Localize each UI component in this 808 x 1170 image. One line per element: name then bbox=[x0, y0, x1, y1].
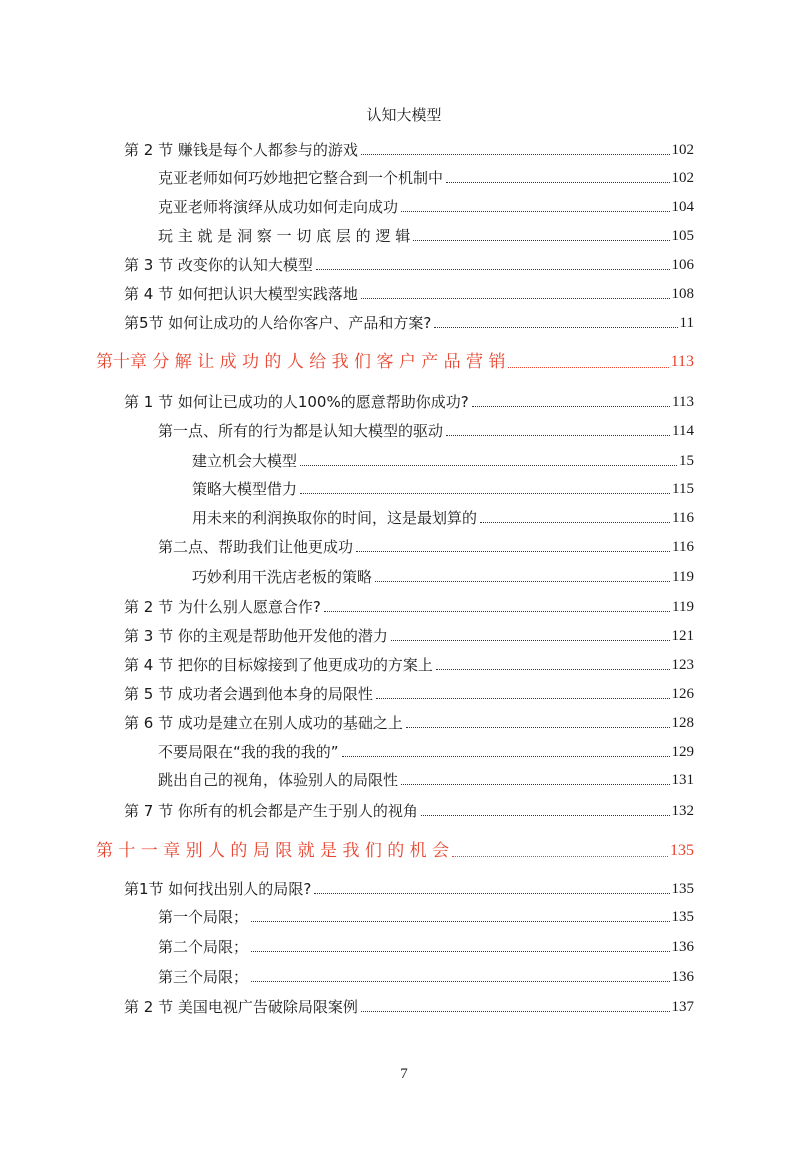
toc-entry-page: 131 bbox=[671, 772, 694, 788]
toc-entry-page: 119 bbox=[672, 599, 694, 615]
toc-entry-section[interactable] bbox=[124, 138, 694, 162]
toc-entry-title: 巧妙利用干洗店老板的策略 bbox=[192, 568, 373, 586]
toc-entry-page: 104 bbox=[671, 199, 694, 215]
toc-entry-page: 129 bbox=[671, 744, 694, 760]
toc-entry-page: 126 bbox=[671, 686, 694, 702]
toc-entry-section[interactable] bbox=[124, 390, 694, 414]
leader-dots bbox=[480, 522, 670, 523]
leader-dots bbox=[508, 367, 668, 368]
toc-entry-section[interactable] bbox=[124, 311, 694, 335]
toc-entry-title: 第 3 节 改变你的认知大模型 bbox=[124, 256, 313, 274]
page-number: 7 bbox=[400, 1066, 408, 1082]
toc-entry-title: 建立机会大模型 bbox=[192, 452, 298, 470]
leader-dots bbox=[361, 298, 670, 299]
toc-entry-page: 128 bbox=[671, 715, 694, 731]
toc-entry-section[interactable] bbox=[124, 995, 694, 1019]
leader-dots bbox=[406, 727, 670, 728]
toc-entry-subsection[interactable] bbox=[158, 965, 694, 989]
toc-entry-subsubsection[interactable] bbox=[192, 565, 694, 589]
toc-entry-subsubsection[interactable] bbox=[192, 449, 694, 473]
toc-entry-page: 102 bbox=[671, 170, 694, 186]
toc-entry-section[interactable] bbox=[124, 877, 694, 901]
toc-entry-title: 第5节 如何让成功的人给你客户、产品和方案? bbox=[124, 314, 432, 332]
toc-entry-title: 第 6 节 成功是建立在别人成功的基础之上 bbox=[124, 714, 403, 732]
toc-entry-subsection[interactable] bbox=[158, 905, 694, 929]
toc-entry-page: 136 bbox=[671, 969, 694, 985]
toc-entry-page: 11 bbox=[679, 315, 694, 331]
toc-entry-title: 不要局限在“我的我的我的” bbox=[158, 743, 339, 761]
toc-entry-title: 第 2 节 美国电视广告破除局限案例 bbox=[124, 998, 358, 1016]
toc-entry-chapter[interactable] bbox=[96, 349, 694, 375]
toc-entry-page: 121 bbox=[671, 628, 694, 644]
toc-entry-subsubsection[interactable] bbox=[192, 506, 694, 530]
toc-entry-title: 克亚老师将演绎从成功如何走向成功 bbox=[158, 198, 399, 216]
toc-entry-title: 克亚老师如何巧妙地把它整合到一个机制中 bbox=[158, 169, 444, 187]
toc-entry-page: 119 bbox=[672, 569, 694, 585]
toc-entry-title: 第 5 节 成功者会遇到他本身的局限性 bbox=[124, 685, 373, 703]
leader-dots bbox=[316, 269, 670, 270]
toc-entry-title: 第二个局限； bbox=[158, 938, 249, 956]
leader-dots bbox=[314, 893, 669, 894]
toc-entry-page: 113 bbox=[672, 394, 694, 410]
toc-entry-title: 第三个局限； bbox=[158, 968, 249, 986]
toc-entry-title: 第1节 如何找出别人的局限? bbox=[124, 880, 312, 898]
running-header: 认知大模型 bbox=[366, 106, 442, 124]
toc-entry-section[interactable] bbox=[124, 711, 694, 735]
toc-entry-section[interactable] bbox=[124, 282, 694, 306]
toc-entry-page: 15 bbox=[679, 453, 694, 469]
toc-entry-section[interactable] bbox=[124, 799, 694, 823]
toc-entry-page: 123 bbox=[671, 657, 694, 673]
leader-dots bbox=[391, 640, 670, 641]
toc-entry-subsection[interactable] bbox=[158, 935, 694, 959]
toc-entry-title: 跳出自己的视角，体验别人的局限性 bbox=[158, 771, 399, 789]
toc-entry-title: 第 2 节 赚钱是每个人都参与的游戏 bbox=[124, 141, 358, 159]
leader-dots bbox=[421, 815, 670, 816]
leader-dots bbox=[324, 611, 670, 612]
toc-entry-page: 135 bbox=[671, 881, 694, 897]
toc-entry-subsection[interactable] bbox=[158, 535, 694, 559]
toc-entry-title: 玩 主 就 是 洞 察 一 切 底 层 的 逻 辑 bbox=[158, 227, 411, 245]
toc-entry-page: 132 bbox=[671, 803, 694, 819]
toc-entry-title: 第二点、帮助我们让他更成功 bbox=[158, 538, 354, 556]
toc-entry-title: 第 3 节 你的主观是帮助他开发他的潜力 bbox=[124, 627, 388, 645]
leader-dots bbox=[446, 435, 670, 436]
toc-entry-page: 102 bbox=[671, 142, 694, 158]
toc-entry-page: 137 bbox=[671, 999, 694, 1015]
toc-entry-page: 135 bbox=[670, 842, 694, 859]
toc-entry-title: 策略大模型借力 bbox=[192, 480, 298, 498]
toc-entry-subsubsection[interactable] bbox=[192, 477, 694, 501]
leader-dots bbox=[472, 406, 670, 407]
leader-dots bbox=[434, 327, 677, 328]
toc-entry-title: 第 1 节 如何让已成功的人100%的愿意帮助你成功? bbox=[124, 393, 469, 411]
toc-entry-page: 113 bbox=[670, 353, 694, 370]
toc-entry-subsection[interactable] bbox=[158, 768, 694, 792]
leader-dots bbox=[446, 182, 669, 183]
toc-entry-page: 115 bbox=[672, 481, 694, 497]
leader-dots bbox=[375, 581, 670, 582]
toc-entry-section[interactable] bbox=[124, 253, 694, 277]
toc-entry-section[interactable] bbox=[124, 624, 694, 648]
toc-entry-subsection[interactable] bbox=[158, 195, 694, 219]
toc-entry-page: 116 bbox=[672, 510, 694, 526]
toc-entry-title: 第十章 分 解 让 成 功 的 人 给 我 们 客 户 产 品 营 销 bbox=[96, 352, 506, 372]
leader-dots bbox=[300, 493, 670, 494]
toc-entry-page: 116 bbox=[672, 539, 694, 555]
toc-entry-subsection[interactable] bbox=[158, 224, 694, 248]
leader-dots bbox=[401, 784, 669, 785]
toc-entry-subsection[interactable] bbox=[158, 740, 694, 764]
leader-dots bbox=[361, 1011, 670, 1012]
leader-dots bbox=[376, 698, 670, 699]
leader-dots bbox=[342, 756, 670, 757]
toc-entry-section[interactable] bbox=[124, 653, 694, 677]
leader-dots bbox=[452, 856, 668, 857]
toc-entry-page: 135 bbox=[671, 909, 694, 925]
toc-entry-title: 第 2 节 为什么别人愿意合作? bbox=[124, 598, 321, 616]
toc-entry-title: 第 4 节 把你的目标嫁接到了他更成功的方案上 bbox=[124, 656, 433, 674]
toc-entry-title: 第 4 节 如何把认识大模型实践落地 bbox=[124, 285, 358, 303]
leader-dots bbox=[251, 981, 669, 982]
leader-dots bbox=[401, 211, 669, 212]
toc-entry-page: 106 bbox=[671, 257, 694, 273]
toc-entry-subsection[interactable] bbox=[158, 419, 694, 443]
toc-entry-title: 第一个局限； bbox=[158, 908, 249, 926]
leader-dots bbox=[356, 551, 670, 552]
leader-dots bbox=[300, 465, 677, 466]
leader-dots bbox=[436, 669, 670, 670]
toc-entry-section[interactable] bbox=[124, 682, 694, 706]
toc-entry-title: 第一点、所有的行为都是认知大模型的驱动 bbox=[158, 422, 444, 440]
toc-entry-title: 用未来的利润换取你的时间，这是最划算的 bbox=[192, 509, 478, 527]
toc-entry-page: 108 bbox=[671, 286, 694, 302]
toc-entry-page: 114 bbox=[672, 423, 694, 439]
toc-entry-chapter[interactable] bbox=[96, 838, 694, 864]
leader-dots bbox=[361, 154, 670, 155]
toc-entry-subsection[interactable] bbox=[158, 166, 694, 190]
leader-dots bbox=[251, 951, 669, 952]
toc-entry-title: 第 十 一 章 别 人 的 局 限 就 是 我 们 的 机 会 bbox=[96, 841, 450, 861]
leader-dots bbox=[251, 921, 669, 922]
toc-entry-title: 第 7 节 你所有的机会都是产生于别人的视角 bbox=[124, 802, 418, 820]
toc-entry-page: 105 bbox=[671, 228, 694, 244]
toc-entry-section[interactable] bbox=[124, 595, 694, 619]
leader-dots bbox=[413, 240, 669, 241]
toc-entry-page: 136 bbox=[671, 939, 694, 955]
